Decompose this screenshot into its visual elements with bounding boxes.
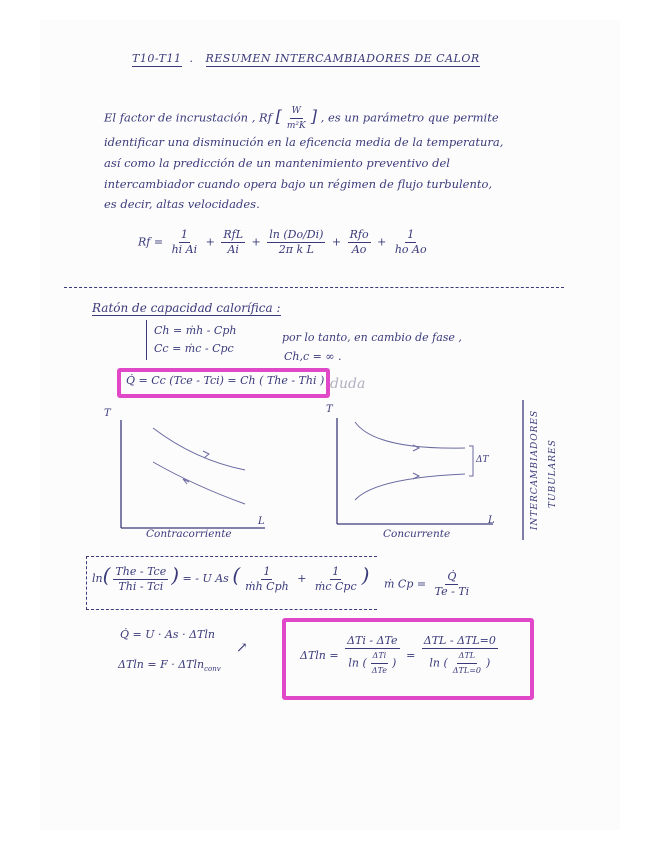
title-code: T10-T11 [132,52,182,65]
left-hot-curve [153,428,245,470]
left-y-label: T [104,408,111,419]
t4-den: Ao [351,243,367,256]
b-den: ṁc Cpc [314,579,357,593]
ln-num: The - Tce [115,564,167,578]
a-num: 1 [263,564,271,578]
t4-num: Rfo [349,228,369,241]
q-den: Te - Ti [434,585,470,598]
b-num: 1 [332,564,340,578]
t1-num: 1 [180,228,188,241]
left-caption: Contracorriente [146,528,232,540]
vertical-label-tubulares: TUBULARES [548,439,558,508]
ln-equation: ln( $\frac{\text{The - Tce}}{\text{Thi - Tci}}$ ) = - U As ( $\frac{1}{\text{ṁh Cph}}$ + $\frac{1}{\text{ṁc Cpc}}$ ) [92,563,370,593]
lmtd-n2: ΔTL - ΔTL=0 [423,634,496,647]
unit-denominator: m²K [286,121,306,131]
phase-change-note: por lo tanto, en cambio de fase , [282,331,462,344]
rf-lhs: Rf = [138,235,164,249]
right-cold-curve [355,474,465,500]
ln-rhs: = - U As [182,572,229,585]
paragraph-line-1: El factor de incrustación , Rf [ $\frac{W}{\text{m²K}}$ ] , es un parámetro que permite [104,106,499,131]
left-hot-arrow [203,451,209,458]
t5-num: 1 [407,228,415,241]
lmtd-d1-num: ΔTi [371,649,389,664]
t2-den: Ai [227,243,239,256]
title-text: RESUMEN INTERCAMBIADORES DE CALOR [205,52,480,65]
lmtd-d2-ln: ln [429,656,440,670]
left-cold-curve [153,462,245,504]
capacity-bracket [146,320,147,360]
t1-den: hi Ai [171,243,198,256]
lmtd-eq: = [406,649,416,662]
t3-num: ln (Do/Di) [269,228,324,241]
lmtd-equation: ΔTln = ΔTi - ΔTe ln ( $\frac{\text{ΔTi}}{\text{ΔTe}}$ ) = ΔTL - ΔTL=0 ln ( $\frac{\text{ΔTL}}{\text{ΔTL=0}}$ ) [300,634,501,678]
mcp-lhs: ṁ Cp = [384,577,427,591]
dtln-f-sub: conv [204,665,221,674]
delta-t-label: ΔT [476,455,489,465]
t5-den: ho Ao [394,243,427,256]
q-ua-equation: Q̇ = U · As · ΔTln [120,628,215,641]
vertical-label-intercambiadores: INTERCAMBIADORES [530,409,540,530]
duda-note: duda [330,376,366,392]
lmtd-d1-ln: ln [348,656,359,670]
left-x-label: L [258,516,265,527]
right-caption: Concurrente [383,528,451,540]
lmtd-lhs: ΔTln = [300,649,339,662]
dtln-f-main: ΔTln = F · ΔTln [118,658,205,671]
a-den: ṁh Cph [245,579,289,593]
right-x-label: L [488,515,495,526]
unit-numerator: W [290,104,303,119]
t3-den: 2π k L [278,243,314,256]
arrow-hint: ↗ [236,640,248,656]
paragraph-line-5: es decir, altas velocidades. [104,197,260,211]
lmtd-d2-den: ΔTL=0 [452,666,481,675]
dashed-divider [64,287,564,288]
paragraph-line-3: así como la predicción de un mantenimiento preventivo del [104,156,450,170]
right-y-label: T [326,404,333,415]
cc-definition: Cc = ṁc - Cpc [154,342,234,355]
lmtd-n1: ΔTi - ΔTe [347,634,398,647]
paragraph-line-4: intercambiador cuando opera bajo un régimen de flujo turbulento, [104,177,493,191]
page-title: T10-T11 . RESUMEN INTERCAMBIADORES DE CALOR [132,52,480,65]
heat-balance-equation: Q̇ = Cc (Tce - Tci) = Ch ( The - Thi ) [126,374,325,387]
lmtd-d2-num: ΔTL [457,649,477,664]
infinite-capacity-note: Ch,c = ∞ . [284,350,342,363]
q-num: Q̇ [447,570,457,583]
dtln-f-equation [118,658,221,673]
rf-intro-cont: , es un parámetro que permite [320,110,499,125]
paragraph-line-2: identificar una disminución en la eficencia media de la temperatura, [104,135,504,149]
mcp-equation [384,570,474,599]
rf-equation: Rf = $\frac{1}{\text{hi Ai}}$ + $\frac{\text{RfL}}{Ai}$ + $\frac{\ln (Do/Di)}{\text{2π k L}}$ + $\frac{\text{Rfo}}{Ao}$ + $\frac{1}{\text{ho Ao}}$ [138,228,427,256]
ch-definition: Ch = ṁh - Cph [154,324,237,337]
right-hot-curve [355,422,465,448]
delta-t-bracket [469,446,473,476]
rf-intro: El factor de incrustación , Rf [104,110,272,125]
section-title: Ratón de capacidad calorífica : [92,301,281,315]
ln-symbol: ln [92,572,103,585]
lmtd-d1-den: ΔTe [371,666,387,675]
ln-den: Thi - Tci [118,579,164,593]
t2-num: RfL [223,228,244,241]
